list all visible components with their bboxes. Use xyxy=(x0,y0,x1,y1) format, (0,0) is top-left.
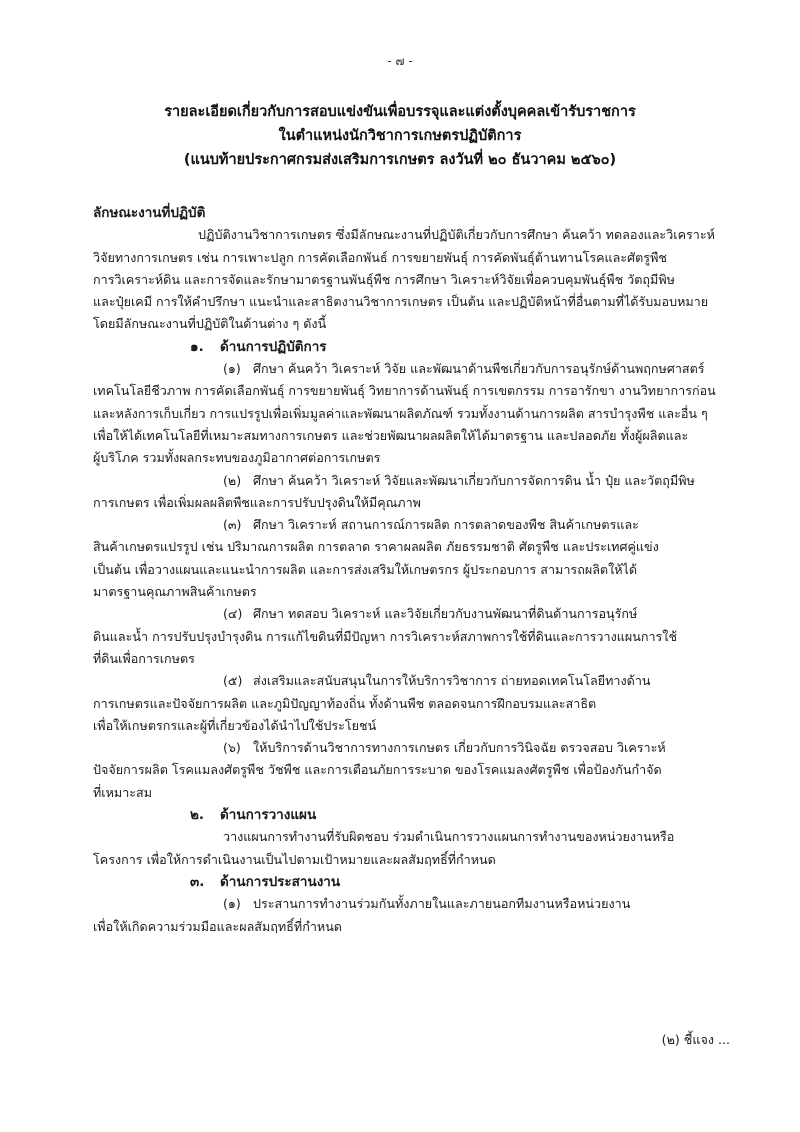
item-line: ที่ดินเพื่อการเกษตร xyxy=(93,650,195,666)
item-number: (๕) xyxy=(223,673,243,689)
item-number: (๒) xyxy=(223,472,242,488)
section-title: ด้านการปฏิบัติการ xyxy=(220,338,327,355)
item-1-1 xyxy=(93,358,733,469)
title-line-3: (แนบท้ายประกาศกรมส่งเสริมการเกษตร ลงวันที่ ๒๐ ธันวาคม ๒๕๖๐) xyxy=(183,152,617,168)
item-3-1 xyxy=(93,893,733,938)
intro-line: และปุ๋ยเคมี การให้คำปรึกษา แนะนำและสาธิตงานวิชาการเกษตร เป็นต้น และปฏิบัติหน้าที่อื่นตามที่ได้รับมอบหมาย xyxy=(93,294,709,310)
item-number: (๓) xyxy=(223,517,242,533)
item-first-line xyxy=(93,514,733,536)
item-line: เพื่อให้เกษตรกรและผู้ที่เกี่ยวข้องได้นำไปใช้ประโยชน์ xyxy=(93,717,377,733)
item-text: ศึกษา ค้นคว้า วิเคราะห์ วิจัยและพัฒนาเกี่ยวกับการจัดการดิน น้ำ ปุ๋ย และวัตถุมีพิษ xyxy=(253,472,695,488)
item-number: (๖) xyxy=(223,740,241,756)
section-3 xyxy=(93,871,733,938)
item-text: ส่งเสริมและสนับสนุนในการให้บริการวิชาการ ถ่ายทอดเทคโนโลยีทางด้าน xyxy=(253,673,651,689)
section-2-heading xyxy=(93,804,733,826)
item-line: การเกษตร เพื่อเพิ่มผลผลิตพืชและการปรับปรุงดินให้มีคุณภาพ xyxy=(93,494,421,510)
item-first-line xyxy=(93,470,733,492)
section-heading: ลักษณะงานที่ปฏิบัติ xyxy=(93,205,206,221)
item-text: ศึกษา วิเคราะห์ สถานการณ์การผลิต การตลาดของพืช สินค้าเกษตรและ xyxy=(253,517,639,533)
item-first-line xyxy=(93,603,733,625)
item-line: ดินและน้ำ การปรับปรุงบำรุงดิน การแก้ไขดินที่มีปัญหา การวิเคราะห์สภาพการใช้ที่ดินและการวางแผนการใช้ xyxy=(93,628,677,644)
continuation-marker: (๒) ชี้แจง ... xyxy=(661,1032,730,1047)
item-number: (๔) xyxy=(223,606,243,622)
item-text: ศึกษา ค้นคว้า วิเคราะห์ วิจัย และพัฒนาด้านพืชเกี่ยวกับการอนุรักษ์ด้านพฤกษศาสตร์ xyxy=(253,361,705,377)
item-number: (๑) xyxy=(223,896,241,912)
intro-line: โดยมีลักษณะงานที่ปฏิบัติในด้านต่าง ๆ ดังนี้ xyxy=(93,316,327,332)
title-line-1: รายละเอียดเกี่ยวกับการสอบแข่งขันเพื่อบรรจุและแต่งตั้งบุคคลเข้ารับราชการ xyxy=(164,104,636,120)
item-line: เทคโนโลยีชีวภาพ การคัดเลือกพันธุ์ การขยายพันธุ์ วิทยาการด้านพันธุ์ การเขตกรรม การอารักขา งานวิทยาการก่อน xyxy=(93,383,716,399)
item-line: มาตรฐานคุณภาพสินค้าเกษตร xyxy=(93,584,257,600)
section-number: ๑. xyxy=(190,338,204,355)
item-line: เพื่อให้เกิดความร่วมมือและผลสัมฤทธิ์ที่กำหนด xyxy=(93,918,342,934)
item-first-line xyxy=(93,670,733,692)
item-text: ให้บริการด้านวิชาการทางการเกษตร เกี่ยวกับการวินิจฉัย ตรวจสอบ วิเคราะห์ xyxy=(253,740,666,756)
intro-line: การวิเคราะห์ดิน และการจัดและรักษามาตรฐานพันธุ์พืช การศึกษา วิเคราะห์วิจัยเพื่อควบคุมพันธุ์พืช วัตถุมีพิษ xyxy=(93,271,675,287)
section-2 xyxy=(93,804,733,871)
item-line: ผู้บริโภค รวมทั้งผลกระทบของภูมิอากาศต่อการเกษตร xyxy=(93,450,381,466)
section-number: ๓. xyxy=(190,873,205,890)
item-text: ประสานการทำงานร่วมกันทั้งภายในและภายนอกทีมงานหรือหน่วยงาน xyxy=(253,896,631,912)
item-line: สินค้าเกษตรแปรรูป เช่น ปริมาณการผลิต การตลาด ราคาผลผลิต ภัยธรรมชาติ ศัตรูพืช และประเทศคู่แข่ง xyxy=(93,539,659,555)
item-line: ปัจจัยการผลิต โรคแมลงศัตรูพืช วัชพืช และการเตือนภัยการระบาด ของโรคแมลงศัตรูพืช เพื่อป้องกันกำจัด xyxy=(93,762,662,778)
item-1-4 xyxy=(93,603,733,670)
section-number: ๒. xyxy=(190,807,205,824)
section-2-line: วางแผนการทำงานที่รับผิดชอบ ร่วมดำเนินการวางแผนการทำงานของหน่วยงานหรือ xyxy=(223,829,675,845)
document-title xyxy=(0,100,800,172)
item-line: การเกษตรและปัจจัยการผลิต และภูมิปัญญาท้องถิ่น ทั้งด้านพืช ตลอดจนการฝึกอบรมและสาธิต xyxy=(93,695,597,711)
section-title: ด้านการประสานงาน xyxy=(220,873,341,890)
section-1-heading xyxy=(93,336,733,358)
item-text: ศึกษา ทดสอบ วิเคราะห์ และวิจัยเกี่ยวกับงานพัฒนาที่ดินด้านการอนุรักษ์ xyxy=(253,606,638,622)
section-2-line: โครงการ เพื่อให้การดำเนินงานเป็นไปตามเป้าหมายและผลสัมฤทธิ์ที่กำหนด xyxy=(93,851,496,867)
item-1-3 xyxy=(93,514,733,603)
document-body xyxy=(93,202,733,938)
item-first-line xyxy=(93,737,733,759)
section-1 xyxy=(93,336,733,804)
title-line-2: ในตำแหน่งนักวิชาการเกษตรปฏิบัติการ xyxy=(278,128,522,144)
item-number: (๑) xyxy=(223,361,241,377)
section-3-heading xyxy=(93,871,733,893)
intro-line: ปฏิบัติงานวิชาการเกษตร ซึ่งมีลักษณะงานที่ปฏิบัติเกี่ยวกับการศึกษา ค้นคว้า ทดลองและวิเคราะห์ xyxy=(198,227,715,243)
item-1-6 xyxy=(93,737,733,804)
item-line: ที่เหมาะสม xyxy=(93,784,153,800)
intro-line: วิจัยทางการเกษตร เช่น การเพาะปลูก การคัดเลือกพันธ์ การขยายพันธุ์ การคัดพันธุ์ต้านทานโรคและศัตรูพืช xyxy=(93,249,667,265)
item-1-5 xyxy=(93,670,733,737)
section-title: ด้านการวางแผน xyxy=(220,807,317,824)
intro-paragraph xyxy=(93,224,733,335)
item-first-line xyxy=(93,358,733,380)
item-first-line xyxy=(93,893,733,915)
item-line: และหลังการเก็บเกี่ยว การแปรรูปเพื่อเพิ่มมูลค่าและพัฒนาผลิตภัณฑ์ รวมทั้งงานด้านการผลิต สารบำรุงพืช และอื่น ๆ xyxy=(93,405,708,421)
page-number: - ๗ - xyxy=(387,54,413,68)
item-line: เพื่อให้ได้เทคโนโลยีที่เหมาะสมทางการเกษตร และช่วยพัฒนาผลผลิตให้ได้มาตรฐาน และปลอดภัย ทั้งผู้ผลิตและ xyxy=(93,427,689,443)
item-line: เป็นต้น เพื่อวางแผนและแนะนำการผลิต และการส่งเสริมให้เกษตรกร ผู้ประกอบการ สามารถผลิตให้ได้ xyxy=(93,561,638,577)
item-1-2 xyxy=(93,470,733,515)
